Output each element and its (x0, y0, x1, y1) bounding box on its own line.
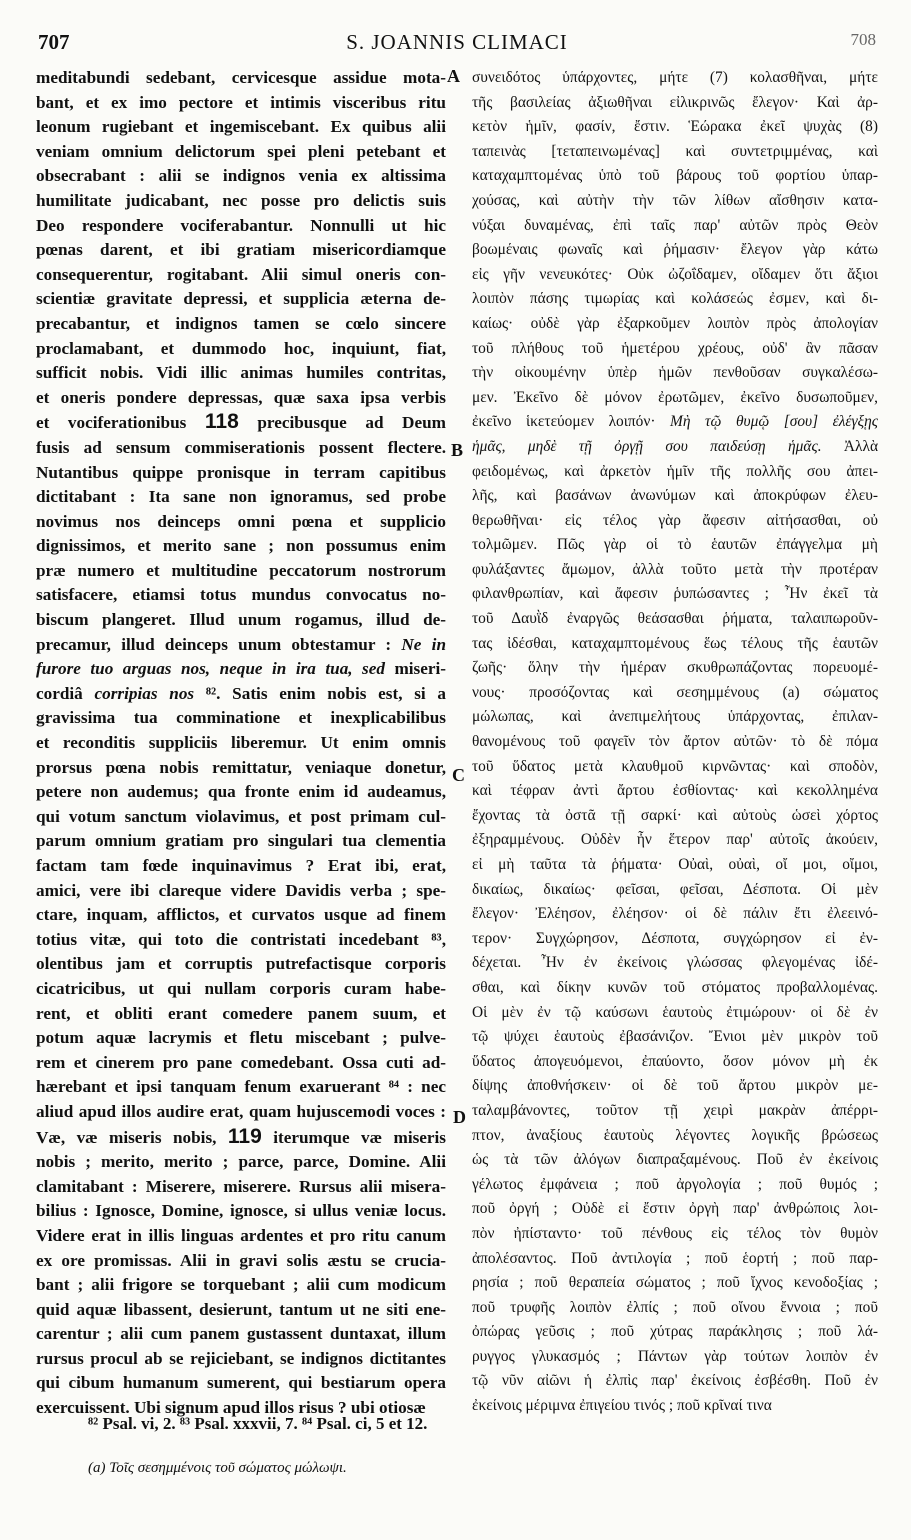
text-line: bant ; alii frigore se torquebant ; alii cum modicum (36, 1275, 446, 1295)
text-line: πὸν ἠπίσταντο· τοῦ πένθους εἰς τέλος τὸν θυμὸν (472, 1224, 878, 1242)
text-line: δέχεται. Ἦν ἐν ἐκείνοις γλώσσας φλεγομένας ἰδέ- (472, 954, 878, 972)
text-line: qui votum sanctum violavimus, et post primam cul- (36, 806, 446, 826)
text-line: ρυγγος γλυκασμός ; Πάντων γὰρ τούτων λοιπὸν ἐν (472, 1347, 878, 1365)
text-line: φιλανθρωπίαν, καὶ ἄφεσιν ῥυπώσαντες ; Ἦν ἐκεῖ τὰ (472, 585, 878, 603)
text-line: præ numero et multitudine peccatorum nostrorum (36, 560, 446, 580)
text-line: rem et cinerem pro pane comedebant. Ossa cuti ad- (36, 1052, 446, 1072)
text-line: leonum rugiebant et ingemiscebant. Ex quibus alii (36, 117, 446, 137)
text-line: ὀπώρας γεῦσις ; ποῦ χύτρας παράκλησις ; ποῦ λά- (472, 1323, 878, 1341)
text-line: obsecrabant : alii se indignos venia ex altissima (36, 166, 446, 186)
footnotes: ⁸² Psal. vi, 2. ⁸³ Psal. xxxvii, 7. ⁸⁴ Psal. ci, 5 et 12. (88, 1414, 428, 1433)
text-fragment: et vociferationibus (36, 413, 205, 433)
text-line: ὕδατος ἀπογευόμενοι, ἐπαύοντο, ὅσον μόνον μὴ ἐκ (472, 1052, 878, 1070)
text-line: ταλαμβάνοντες, τοῦτον τῇ χειρὶ μακρὰν ἀπέρρι- (472, 1101, 878, 1119)
text-line: biscum plangeret. Illud unum rogamus, illud de- (36, 610, 446, 630)
latin-column (36, 66, 446, 1421)
text-line: θερωθῆναι· εἰς τέλος γὰρ ἄφεσιν αἰτήσασθαι, οὐ (472, 511, 878, 529)
text-line: meditabundi sedebant, cervicesque assidue mota- (36, 68, 446, 87)
text-line: νους· προσόζοντας καὶ σεσημμένους (a) σώματος (472, 683, 878, 701)
text-line: humilitate judicabant, nec posse pro delictis suis (36, 190, 446, 210)
text-line: δικαίως, δικαίως· φεῖσαι, φεῖσαι, Δέσποτα. Οἱ μὲν (472, 880, 878, 898)
text-line: τοῦ Δαυῒδ ἐναργῶς θεάσασθαι ῥήματα, ταλαιπωροῦν- (472, 610, 878, 628)
scripture-quote: corripias nos (94, 683, 195, 703)
text-line: τῷ νῦν αἰῶνι ἡ ἐλπὶς παρ' ἐκείνοις ἐσβέσθη. Ποῦ ἐν (472, 1372, 878, 1390)
text-fragment: Ἀλλὰ (821, 437, 878, 455)
footnote-a: (a) Τοῖς σεσημμένοις τοῦ σώματος μώλωψι. (88, 1460, 347, 1476)
text-line: ποῦ ὀργή ; Οὐδὲ εἰ ἔστιν ὀργὴ παρ' ἀνθρώποις λοι- (472, 1200, 878, 1218)
text-line: τῆς βασιλείας ἀξιωθῆναι εἰλικρινῶς ἔλεγον· Καὶ ἀρ- (472, 93, 878, 111)
text-line: εἰς γῆν νενευκότες· Οὐκ ὠζοΐδαμεν, οἴδαμεν ὅτι ἄξιοι (472, 265, 878, 283)
text-fragment: ⁸². Satis enim nobis est, si a (194, 683, 446, 703)
text-line: καὶ τέφραν ἀντὶ ἄρτου ἐσθίοντας· καὶ κεκολλημένα (472, 782, 878, 800)
text-fragment: iterumque væ miseris (261, 1127, 446, 1147)
text-line: Nutantibus quippe pronisque in terram capitibus (36, 462, 446, 482)
text-line: petere non audemus; qua fronte enim id audeamus, (36, 782, 446, 802)
text-line: ἀπολέσαντος. Ποῦ ἀντιλογία ; ποῦ ἑορτή ; ποῦ παρ- (472, 1249, 878, 1267)
text-line: γέλωτος ἐμφάνεια ; ποῦ ἀργολογία ; ποῦ θυμός ; (472, 1175, 878, 1193)
text-line: dignissimos, et merito sane ; non possumus enim (36, 536, 446, 556)
text-line: olentibus jam et corruptis putrefactisque corporis (36, 954, 446, 974)
text-line (36, 657, 446, 682)
margin-number: 119 (227, 1124, 262, 1148)
text-line: scientiæ gravitate depressi, et supplicia æterna de- (36, 289, 446, 309)
text-line: χούσας, καὶ αὐτὴν τὴν τῶν λίθων αἴσθησιν κατα- (472, 191, 878, 209)
text-line: et oneris pondere depressas, quæ saxa ipsa verbis (36, 387, 446, 407)
text-line: parum omnium gratiam pro singulari tua clementia (36, 831, 446, 851)
page-number: 707 (38, 30, 70, 54)
scripture-quote: Μὴ τῷ θυμῷ [σου] ἐλέγξῃς (670, 413, 878, 431)
text-line: rent, et obliti erant comedere panem suum, et (36, 1003, 446, 1023)
text-fragment: Væ, væ miseris nobis, (36, 1127, 228, 1147)
text-line: ex ore promissas. Alii in gravi solis æstu se crucia- (36, 1250, 446, 1270)
text-line: novimus nos deinceps omni pœna et supplicio (36, 511, 446, 531)
text-line: εἰ μὴ ταῦτα τὰ ῥήματα· Οὐαὶ, οὐαὶ, οἴ μοι, οἴμοι, (472, 856, 878, 873)
text-line: nobis ; merito, merito ; parce, parce, Domine. Alii (36, 1152, 446, 1172)
text-line: ρησία ; ποῦ θεραπεία σώματος ; ποῦ ἴχνος κενοδοξίας ; (472, 1274, 878, 1292)
text-line: φυλάξαντες ἄμωμον, ἀλλὰ τοῦτο μετὰ τὴν προτέραν (472, 560, 878, 578)
text-line: τοῦ πλήθους τοῦ ἡμετέρου χρέους, οὐδ' ἂν πᾶσαν (472, 339, 878, 357)
text-line: Deo respondere vociferabantur. Nonnulli ut hic (36, 215, 446, 235)
text-line: precabantur, et indignos tamen se cœlo sincere (36, 313, 446, 333)
section-marker-c: C (452, 765, 465, 785)
text-line: ἐκείνοις μέριμνα ἐπιγείου τινός ; ποῦ κρῖναί τινα (472, 1397, 772, 1415)
text-line: qui cibum humanum sumerent, qui bestiarum opera (36, 1373, 446, 1393)
text-line: τερον· Συγχώρησον, Δέσποτα, συγχώρησον εἰ ἐν- (472, 929, 878, 947)
text-line (472, 435, 878, 460)
text-line: μεν. Ἐκεῖνο δὲ μόνον ἐρωτῶμεν, ἐκεῖνο δυσωποῦμεν, (472, 388, 878, 406)
text-line: βοωμέναις φωναῖς καὶ ῥήμασιν· ἔλεγον γὰρ κάτω (472, 241, 878, 259)
text-line (36, 682, 446, 707)
text-line (36, 633, 446, 658)
text-line: et reconditis suppliciis liberemur. Ut enim omnis (36, 733, 446, 753)
text-line: proclamabant, et dummodo hoc, inquiunt, fiat, (36, 338, 446, 358)
text-line: cicatricibus, ut qui nullam corporis curam habe- (36, 978, 446, 998)
text-line: ζωῆς· ὅλην τὴν ἡμέραν σκυθρωπάζοντας πορευομέ- (472, 659, 878, 677)
text-line: rursus procul ab se rejiciebant, se indignos dictitantes (36, 1348, 446, 1368)
text-line: potum aquæ lacrymis et fletu miscebant ; pulve- (36, 1028, 446, 1048)
text-line: ἔχοντας τὰ ὀστᾶ τῇ σαρκί· καὶ αὐτοὺς ὡσεὶ χόρτος (472, 806, 878, 824)
text-line: clamitabant : Miserere, miserere. Rursus alii misera- (36, 1176, 446, 1196)
column-number: 708 (850, 30, 876, 49)
text-line (472, 410, 878, 435)
text-line: quid aquæ libassent, desierunt, tantum ut ne siti ene- (36, 1299, 446, 1319)
text-line: ἔλεγον· Ἐλέησον, ἐλέησον· οἱ δὲ πάλιν ἔτι ἐλεεινό- (472, 905, 878, 923)
section-marker-b: B (451, 440, 464, 460)
text-line: veniam omnium delictorum spei pleni petebant et (36, 141, 446, 161)
text-fragment: miseri- (384, 659, 446, 679)
text-fragment: cordiâ (36, 683, 95, 703)
text-line: satisfacere, etiamsi totus mundus convocatus no- (36, 585, 446, 605)
text-line: Videre erat in illis linguas ardentes et pro ritu canum (36, 1225, 446, 1245)
text-line: νύξαι δυναμένας, ἐπὶ ταῖς παρ' αὐτῶν πρὸς Θεὸν (472, 216, 878, 234)
text-fragment: ἐκεῖνο ἱκετεύομεν λοιπόν· (472, 413, 671, 431)
text-line: καίως· οὐδὲ γὰρ ἐξαρκοῦμεν λοιπὸν πρὸς ἀπολογίαν (472, 314, 878, 332)
text-line: τολμῶμεν. Πῶς γὰρ οἱ τὸ ἑαυτῶν ἐπάγγελμα μὴ (472, 536, 878, 554)
text-line: τὴν οἰκουμένην ὑπὲρ ἡμῶν πενθοῦσαν συγκαλέσω- (472, 364, 878, 382)
section-marker-d: D (453, 1107, 466, 1127)
text-line: θανομένους τοῦ φαγεῖν τὸν ἄρτον αὐτῶν· τὸ δὲ πόμα (472, 733, 878, 751)
text-line: τοῦ ὕδατος μετὰ κλαυθμοῦ κιρνῶντας· καὶ σποδὸν, (472, 757, 878, 775)
text-line: καταχαμπτομένας ὑπὸ τοῦ βάρους τοῦ φορτίου ὑπαρ- (472, 167, 878, 185)
text-line: prorsus pœna nobis remittatur, veniaque donetur, (36, 757, 446, 777)
scripture-quote: Ne in (401, 634, 446, 654)
margin-number: 118 (204, 410, 239, 434)
text-line (36, 1125, 446, 1151)
text-line (36, 410, 446, 436)
scripture-quote: ἡμᾶς, μηδὲ τῇ ὀργῇ σου παιδεύσῃ ἡμᾶς. (472, 437, 822, 455)
text-line: fusis ad sensum commiserationis possent flectere. (36, 437, 446, 457)
text-line: pœnas darent, et ibi gratiam misericordiamque (36, 240, 446, 260)
text-line: ὡς τὰ τῶν ἀλόγων διαπραξαμένους. Ποῦ ἐν ἐκείνοις (472, 1151, 878, 1169)
text-line: amici, vere ibi clareque videre Davidis verba ; spe- (36, 880, 446, 900)
text-line: ἐξηραμμένους. Οὐδὲν ἦν ἕτερον παρ' αὐτοῖς ἀκούειν, (472, 831, 878, 849)
text-line: τῷ ψύχει ἑαυτοὺς ἐβασάνιζον. Ἔνιοι μὲν μικρὸν τοῦ (472, 1028, 878, 1046)
text-line: μώλωπας, καὶ ἀνεπιμελήτους ὑπάρχοντας, ἐπιλαν- (472, 708, 878, 726)
text-line: consequerentur, rogitabant. Alii simul oneris con- (36, 264, 446, 284)
greek-column (472, 66, 878, 1419)
text-line: bilius : Ignosce, Domine, ignosce, si ullus veniæ locus. (36, 1201, 446, 1221)
running-title: S. JOANNIS CLIMACI (346, 30, 568, 54)
text-fragment: precamur, illud deinceps unum obtestamur : (36, 634, 402, 654)
text-line: aliud apud illos audire erat, quam hujuscemodi voces : (36, 1101, 446, 1121)
text-line: τας ἰδέσθαι, καταχαμπτομένους ἕως τέλους τῆς ἑαυτῶν (472, 634, 878, 652)
text-line: λῆς, καὶ βασάνων ἀνωνύμων καὶ ἀποκρύφων ἐλευ- (472, 487, 878, 505)
text-line: exercuissent. Ubi signum apud illos risus ? ubi otiosæ (36, 1398, 426, 1418)
text-line: λοιπὸν πάσης τιμωρίας καὶ κολάσεώς ἐσμεν, καὶ δι- (472, 290, 878, 308)
text-line: totius vitæ, qui toto die contristati incedebant ⁸³, (36, 929, 446, 949)
text-line: δίψης ἀποθνήσκειν· οἱ δὲ τοῦ ἄρτου μικρὸν με- (472, 1077, 878, 1095)
text-line: sufficit nobis. Vidi illic animas humiles contritas, (36, 363, 446, 383)
text-line: ctare, inquam, afflictos, et curvatos usque ad finem (36, 905, 446, 925)
text-line: ποῦ τρυφῆς λοιπὸν ἐλπίς ; ποῦ οἴνου ἔννοια ; ποῦ (472, 1298, 878, 1316)
text-line: πτον, ἀναξίους ἑαυτοὺς λέγοντες λογικῆς βρώσεως (472, 1126, 878, 1144)
text-line: hærebant et ipsi tanquam fenum exaruerant ⁸⁴ : nec (36, 1077, 446, 1097)
text-fragment: precibusque ad Deum (238, 413, 446, 433)
text-line: Οἱ μὲν ἐν τῷ καύσωνι ἑαυτοὺς ἐτιμώρουν· οἱ δὲ ἐν (472, 1003, 878, 1021)
scripture-quote: furore tuo arguas nos, neque in ira tua, sed (36, 659, 385, 679)
section-marker-a: A (447, 66, 460, 86)
text-line: carentur ; alii cum panem gustassent duntaxat, illum (36, 1324, 446, 1344)
text-line: gravissima tua comminatione et inexplicabilibus (36, 708, 446, 728)
text-line: συνειδότος ὑπάρχοντες, μήτε (7) κολασθῆναι, μήτε (472, 69, 878, 86)
text-line: dictitabant : Ita sane non ignoramus, sed probe (36, 487, 446, 507)
page-header (38, 30, 876, 64)
text-line: bant, et ex imo pectore et intimis visceribus ritu (36, 92, 446, 112)
text-line: ταπεινὰς [τεταπεινωμένας] καὶ συντετριμμένας, καὶ (472, 142, 878, 160)
text-line: factam tam fœde inquinavimus ? Erat ibi, erat, (36, 856, 446, 875)
text-line: κετὸν ἡμῖν, φασίν, ἔστιν. Ἑώρακα ἐκεῖ ψυχὰς (8) (472, 118, 878, 136)
text-line: σθαι, καὶ δίκην κυνῶν τοῦ στόματος προβαλλομένας. (472, 978, 878, 996)
text-line: φειδομένως, καὶ ἀρκετὸν ἡμῖν τῆς πολλῆς σου ἀπει- (472, 462, 878, 480)
